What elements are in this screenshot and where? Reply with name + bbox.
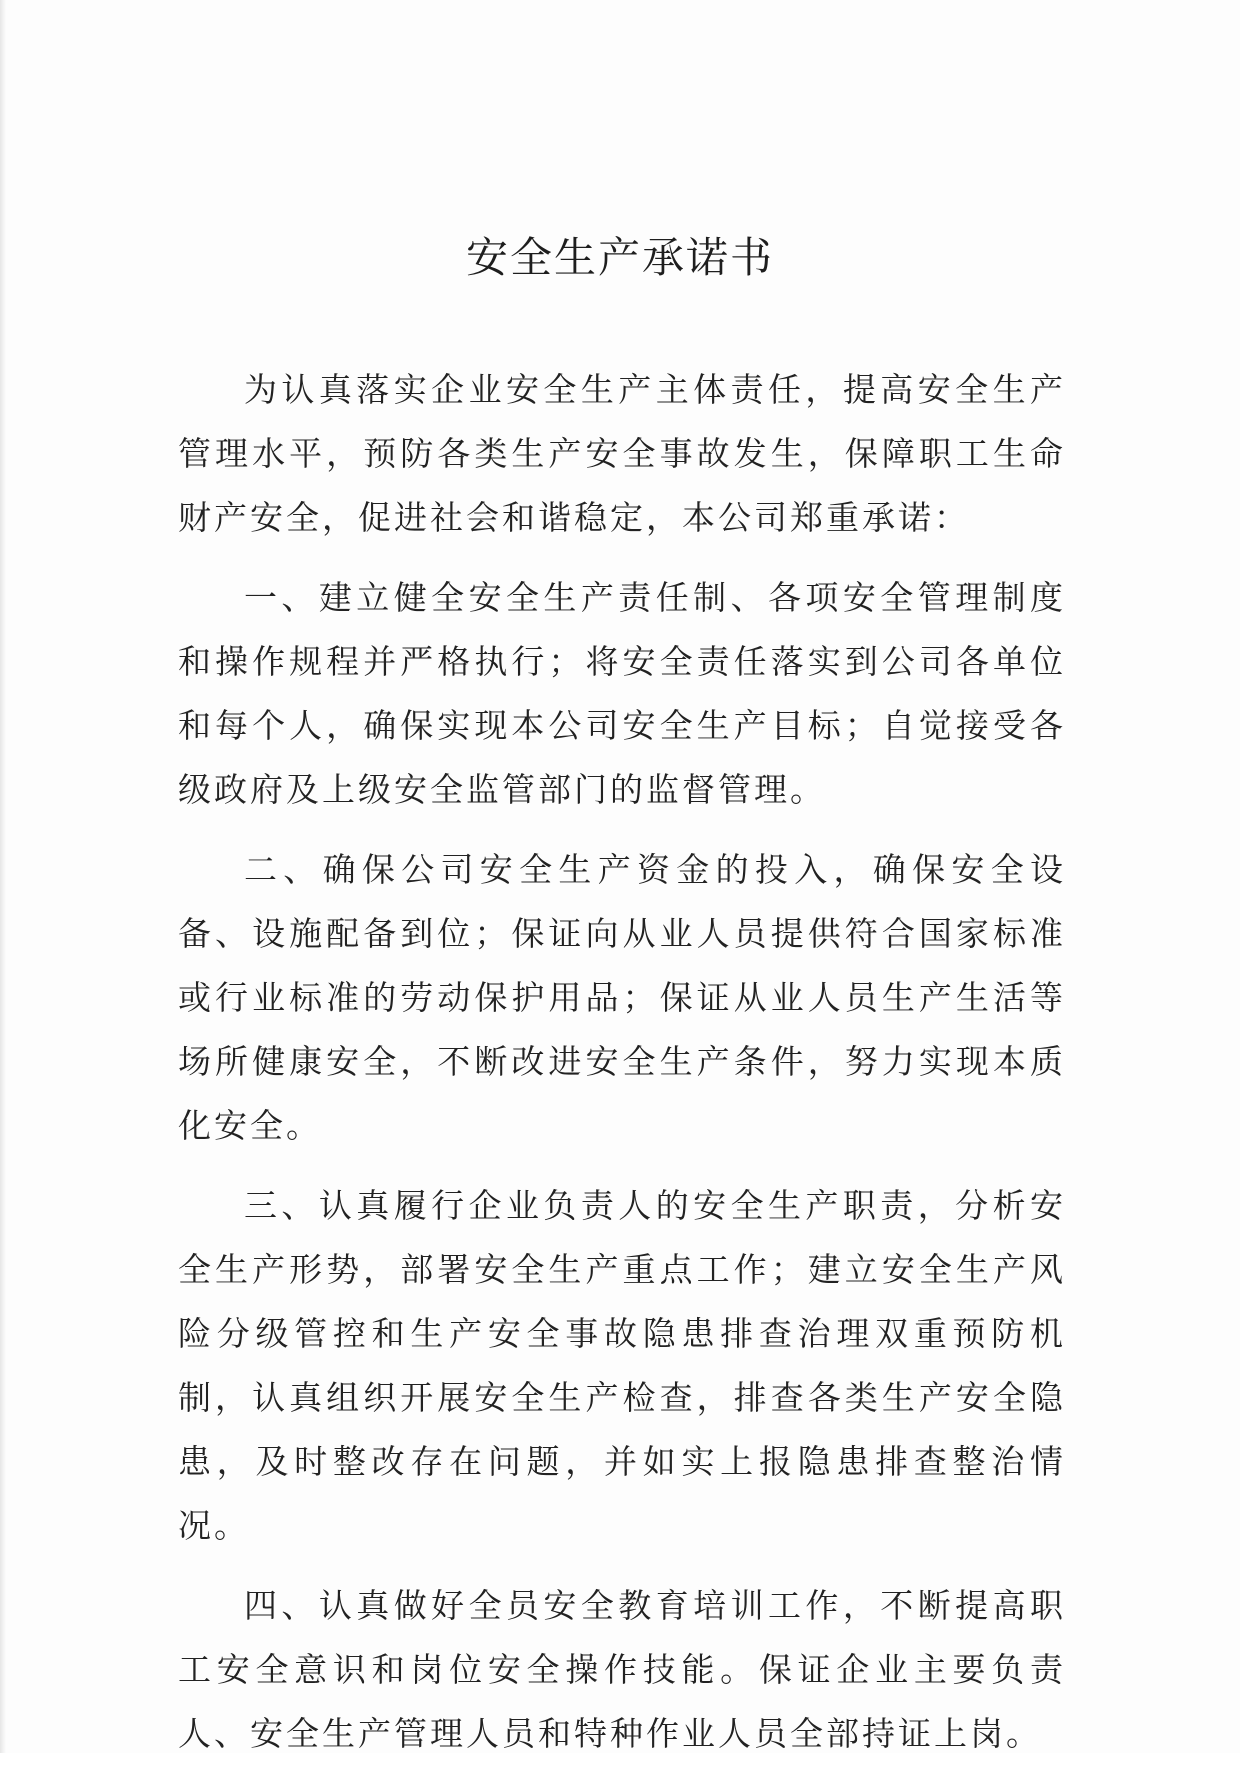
- intro-paragraph: 为认真落实企业安全生产主体责任，提高安全生产管理水平，预防各类生产安全事故发生，保障职工生命财产安全，促进社会和谐稳定，本公司郑重承诺：: [178, 370, 1066, 537]
- document-title: 安全生产承诺书: [465, 233, 774, 282]
- commitment-paragraph-3: 三、认真履行企业负责人的安全生产职责，分析安全生产形势，部署安全生产重点工作；建立安全生产风险分级管控和生产安全事故隐患排查治理双重预防机制，认真组织开展安全生产检查，排查各类生产安全隐患，及时整改存在问题，并如实上报隐患排查整治情况。: [178, 1186, 1066, 1545]
- commitment-paragraph-2: 二、确保公司安全生产资金的投入，确保安全设备、设施配备到位；保证向从业人员提供符合国家标准或行业标准的劳动保护用品；保证从业人员生产生活等场所健康安全，不断改进安全生产条件，努力实现本质化安全。: [178, 850, 1066, 1145]
- document-body: [178, 358, 1066, 1766]
- commitment-paragraph-4: 四、认真做好全员安全教育培训工作，不断提高职工安全意识和岗位安全操作技能。保证企业主要负责人、安全生产管理人员和特种作业人员全部持证上岗。: [178, 1586, 1066, 1753]
- commitment-paragraph-1: 一、建立健全安全生产责任制、各项安全管理制度和操作规程并严格执行；将安全责任落实到公司各单位和每个人，确保实现本公司安全生产目标；自觉接受各级政府及上级安全监管部门的监督管理。: [178, 578, 1066, 809]
